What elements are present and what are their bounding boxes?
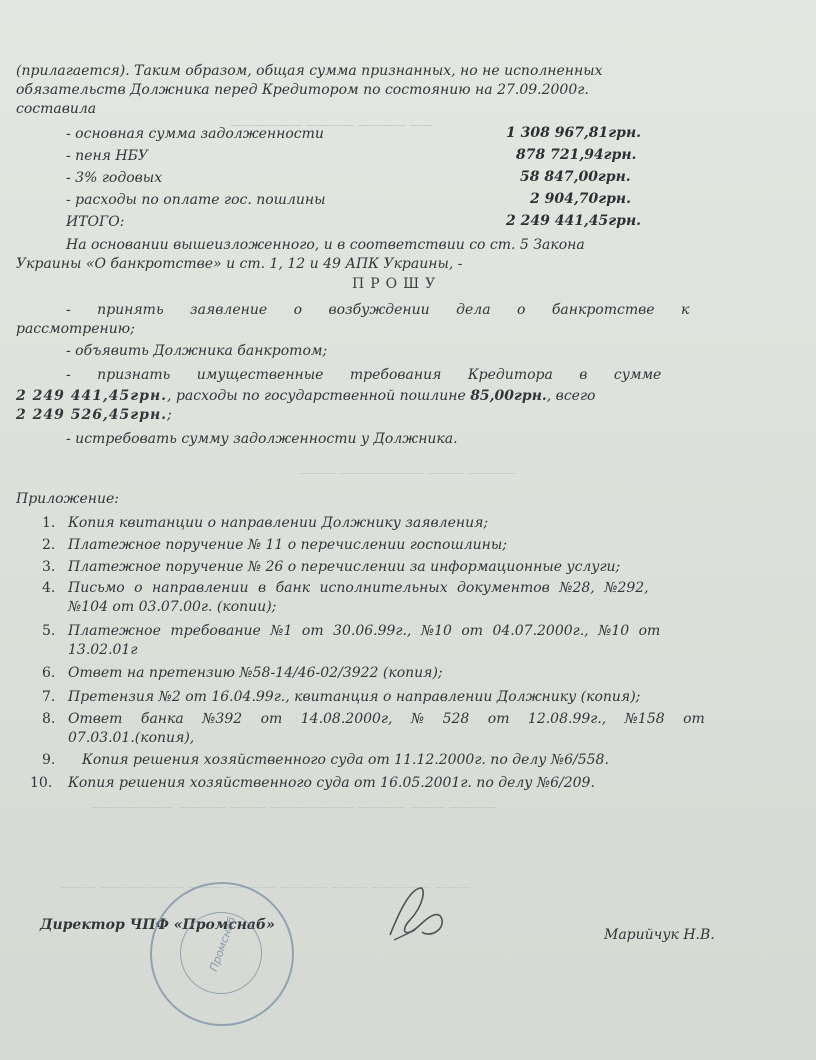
- amount-value: 878 721,94грн.: [516, 147, 637, 163]
- requested-total: 2 249 526,45грн.: [16, 407, 168, 423]
- amount-label: - основная сумма задолженности: [66, 126, 324, 142]
- request-2: - объявить Должника банкротом;: [66, 343, 328, 359]
- attachment-item: 10. Копия решения хозяйственного суда от 16.05.2001г. по делу №6/209.: [30, 775, 595, 791]
- show-through-text: ——— ——————— ——— ————: [300, 466, 516, 480]
- signer-name: Марийчук Н.В.: [604, 927, 715, 943]
- request-3-line-3: [16, 406, 172, 424]
- attachment-item-continued: 13.02.01г: [68, 642, 138, 658]
- amount-label: - расходы по оплате гос. пошлины: [66, 192, 326, 208]
- total-word: , всего: [546, 388, 596, 404]
- amount-value: 58 847,00грн.: [520, 169, 631, 185]
- attachment-item: 4. Письмо о направлении в банк исполнительных документов №28, №292,: [42, 580, 649, 596]
- attachment-item-continued: 07.03.01.(копия),: [68, 730, 195, 746]
- requested-amount: 2 249 441,45грн.: [16, 388, 168, 404]
- attachment-item: 8. Ответ банка №392 от 14.08.2000г, № 528 от 12.08.99г., №158 от: [42, 711, 705, 727]
- attachment-item: 9. Копия решения хозяйственного суда от 11.12.2000г. по делу №6/558.: [42, 752, 609, 768]
- basis-line-2: Украины «О банкротстве» и ст. 1, 12 и 49 АПК Украины, -: [16, 256, 463, 272]
- fee-amount: 85,00грн.: [470, 388, 547, 404]
- attachment-item: 5. Платежное требование №1 от 30.06.99г., №10 от 04.07.2000г., №10 от: [42, 623, 661, 639]
- show-through-text: —————— ———— ———— ——: [230, 118, 434, 132]
- total-label: ИТОГО:: [66, 214, 125, 230]
- amount-label: - 3% годовых: [66, 170, 163, 186]
- attachment-item: 6. Ответ на претензию №58-14/46-02/3922 (копия);: [42, 665, 443, 681]
- intro-line-3: составила: [16, 101, 97, 117]
- request-1-line-1: - принять заявление о возбуждении дела о банкротстве к: [66, 302, 690, 318]
- handwritten-signature: [380, 880, 450, 950]
- request-3-line-2: [16, 387, 595, 405]
- attachment-item: 1. Копия квитанции о направлении Должнику заявления;: [42, 515, 489, 531]
- attachment-item-continued: №104 от 03.07.00г. (копии);: [68, 599, 277, 615]
- intro-line-2: обязательств Должника перед Кредитором по состоянию на 27.09.2000г.: [16, 82, 589, 98]
- intro-line-1: (прилагается). Таким образом, общая сумма признанных, но не исполненных: [16, 63, 603, 79]
- attachment-item: 3. Платежное поручение № 26 о перечислении за информационные услуги;: [42, 559, 621, 575]
- company-stamp: [150, 882, 294, 1026]
- total-value: 2 249 441,45грн.: [506, 213, 642, 229]
- signer-position: Директор ЧПФ «Промснаб»: [40, 917, 275, 933]
- request-1-line-2: рассмотрению;: [16, 321, 135, 337]
- amount-value: 1 308 967,81грн.: [506, 125, 642, 141]
- attachments-title: Приложение:: [16, 491, 119, 507]
- stamp-text: Промснаб: [206, 915, 239, 974]
- basis-line-1: На основании вышеизложенного, и в соответствии со ст. 5 Закона: [66, 237, 585, 253]
- show-through-text: ——————— ———— ——— ——————— ———— ——— ————: [90, 800, 497, 814]
- show-through-text: ——— ——————— ——— ———— ———— ——— ————— ———: [60, 880, 471, 894]
- amount-value: 2 904,70грн.: [530, 191, 631, 207]
- attachment-item: 7. Претензия №2 от 16.04.99г., квитанция о направлении Должнику (копия);: [42, 689, 641, 705]
- attachment-item: 2. Платежное поручение № 11 о перечислении госпошлины;: [42, 537, 508, 553]
- request-heading: ПРОШУ: [352, 276, 442, 292]
- request-3-line-1: - признать имущественные требования Кредитора в сумме: [66, 367, 662, 383]
- request-4: - истребовать сумму задолженности у Должника.: [66, 431, 458, 447]
- amount-label: - пеня НБУ: [66, 148, 149, 164]
- end-mark: ;: [167, 407, 172, 423]
- fee-text: , расходы по государственной пошлине: [167, 388, 466, 404]
